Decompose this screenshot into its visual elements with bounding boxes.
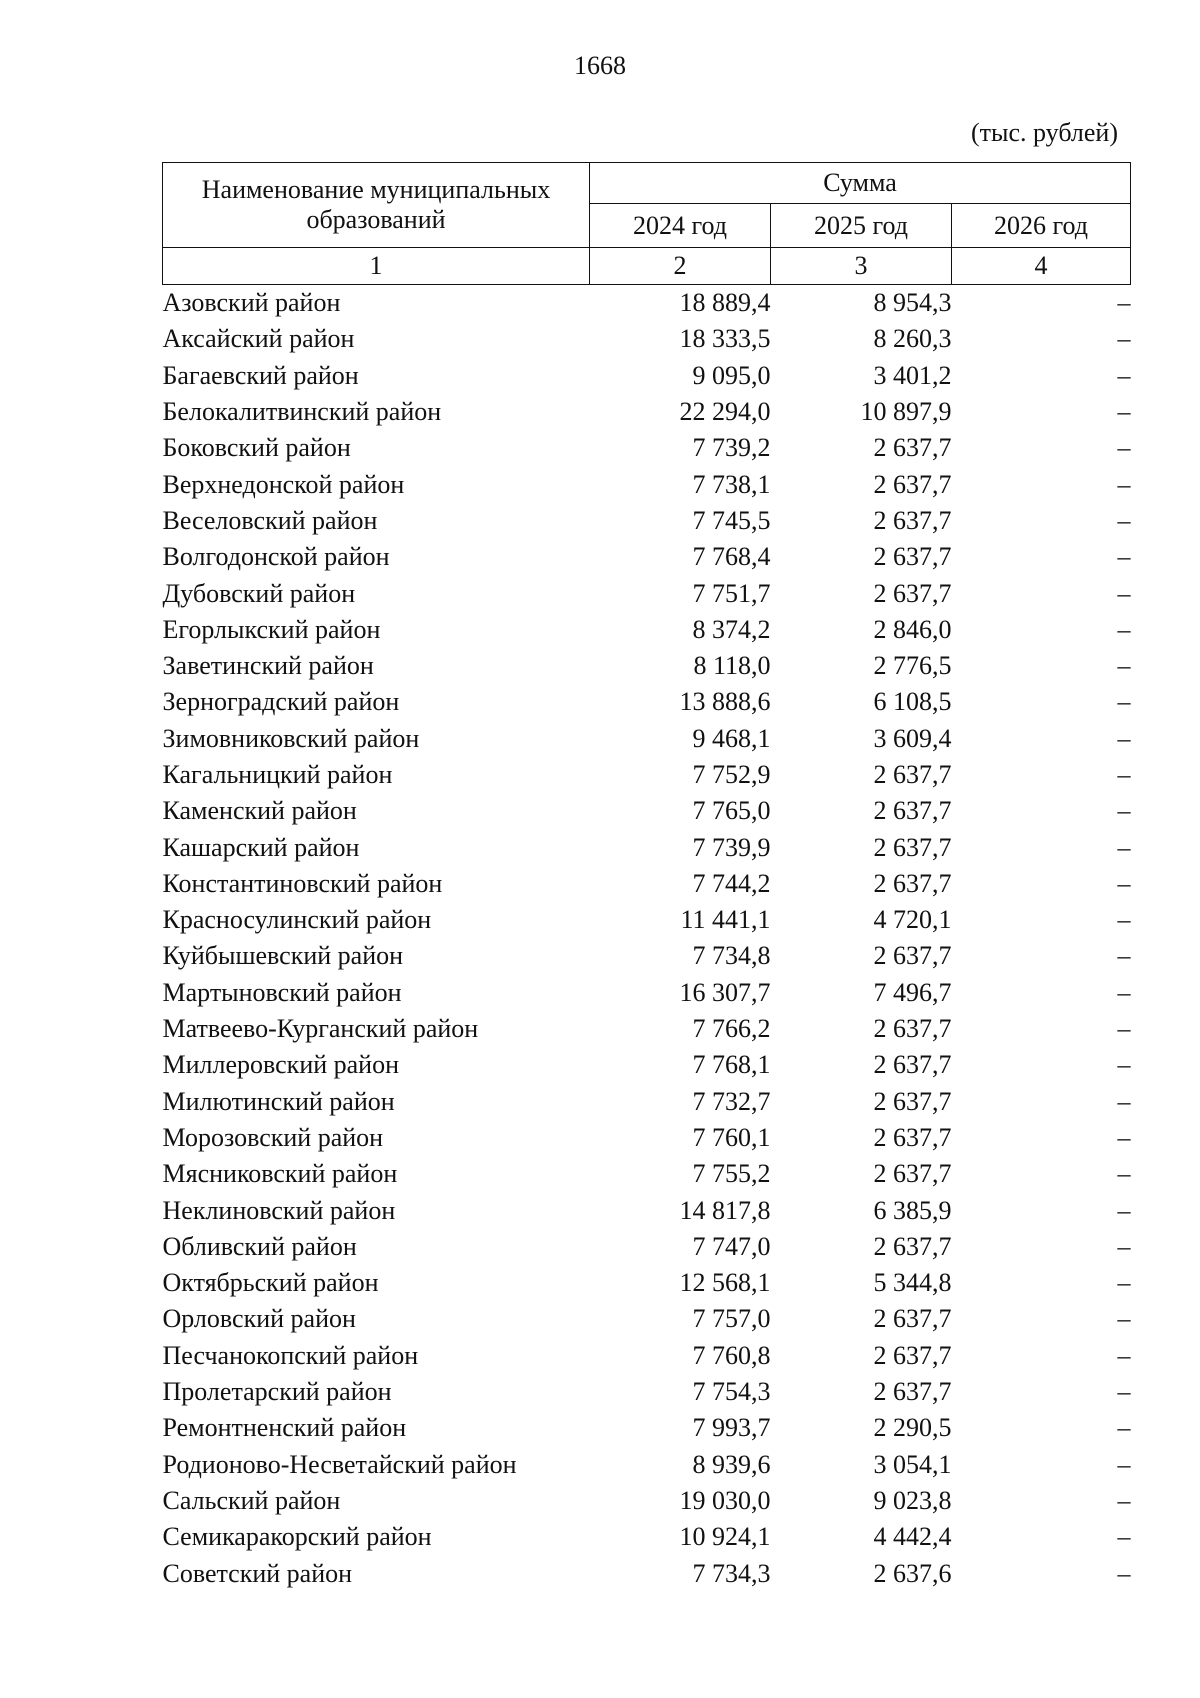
value-2024: 12 568,1 — [679, 1268, 771, 1298]
municipality-name: Дубовский район — [162, 578, 356, 608]
table-row — [163, 1156, 1131, 1192]
table-row — [163, 1120, 1131, 1156]
value-2025: 2 776,5 — [873, 651, 952, 681]
value-2025: 3 054,1 — [873, 1449, 952, 1479]
value-2025: 2 637,7 — [873, 1231, 952, 1261]
value-2025: 2 637,7 — [873, 868, 952, 898]
table-row — [163, 1047, 1131, 1083]
value-2024: 13 888,6 — [679, 687, 771, 717]
value-2026: – — [1117, 1485, 1131, 1515]
value-2026: – — [1117, 977, 1131, 1007]
value-2024: 7 745,5 — [692, 505, 771, 535]
value-2024: 7 755,2 — [692, 1159, 771, 1189]
value-2024: 18 333,5 — [679, 324, 771, 354]
value-2024: 8 374,2 — [692, 614, 771, 644]
value-2026: – — [1117, 723, 1131, 753]
table-row — [163, 503, 1131, 539]
value-2024: 18 889,4 — [679, 288, 771, 318]
value-2024: 7 744,2 — [692, 868, 771, 898]
table-row — [163, 1410, 1131, 1446]
value-2025: 2 637,7 — [873, 469, 952, 499]
municipality-name: Кагальницкий район — [162, 760, 393, 789]
table-row — [163, 793, 1131, 829]
table-row — [163, 1519, 1131, 1555]
table-row — [163, 1374, 1131, 1410]
value-2024: 7 754,3 — [692, 1377, 771, 1407]
value-2025: 2 637,7 — [873, 1159, 952, 1189]
units-label: (тыс. рублей) — [970, 118, 1118, 147]
value-2024: 7 765,0 — [692, 796, 771, 826]
value-2025: 2 637,7 — [873, 433, 952, 463]
table-row — [163, 1301, 1131, 1337]
value-2025: 2 637,7 — [873, 1014, 952, 1044]
value-2024: 7 766,2 — [692, 1014, 771, 1044]
value-2024: 7 757,0 — [692, 1304, 771, 1334]
value-2024: 8 118,0 — [693, 651, 771, 681]
table-header — [163, 163, 1131, 285]
municipality-name: Егорлыкский район — [162, 614, 381, 644]
column-number-1: 1 — [163, 248, 590, 285]
value-2025: 2 637,7 — [873, 1377, 952, 1407]
municipality-name: Советский район — [162, 1558, 353, 1588]
value-2025: 3 609,4 — [873, 723, 952, 753]
value-2026: – — [1117, 1268, 1131, 1298]
value-2025: 2 637,7 — [873, 1050, 952, 1080]
value-2026: – — [1117, 1014, 1131, 1044]
municipality-name: Каменский район — [162, 796, 357, 826]
municipality-name: Мартыновский район — [162, 977, 402, 1007]
value-2024: 10 924,1 — [679, 1522, 771, 1552]
municipality-name: Пролетарский район — [162, 1377, 392, 1407]
municipality-name: Верхнедонской район — [162, 469, 405, 499]
table-row — [163, 975, 1131, 1011]
table-row — [163, 866, 1131, 902]
table-row — [163, 1192, 1131, 1228]
municipality-name: Куйбышевский район — [162, 941, 404, 971]
value-2025: 2 637,6 — [873, 1558, 952, 1588]
table-row — [163, 1555, 1131, 1591]
municipality-name: Константиновский район — [162, 868, 443, 898]
municipality-name: Родионово-Несветайский район — [162, 1449, 517, 1479]
value-2024: 19 030,0 — [679, 1485, 771, 1515]
value-2024: 7 760,1 — [692, 1122, 771, 1152]
value-2026: – — [1117, 1522, 1131, 1552]
value-2026: – — [1117, 1231, 1131, 1261]
value-2024: 7 738,1 — [692, 469, 771, 499]
column-number-2: 2 — [590, 248, 771, 285]
table-row — [163, 1011, 1131, 1047]
column-number-4: 4 — [952, 248, 1131, 285]
value-2026: – — [1117, 614, 1131, 644]
municipality-name: Морозовский район — [162, 1122, 384, 1152]
value-2025: 9 023,8 — [873, 1485, 952, 1515]
value-2024: 7 734,8 — [692, 941, 771, 971]
table-row — [163, 1338, 1131, 1374]
value-2025: 8 260,3 — [873, 324, 952, 354]
value-2026: – — [1117, 1340, 1131, 1370]
value-2026: – — [1117, 1122, 1131, 1152]
table-row — [163, 575, 1131, 611]
table-row — [163, 539, 1131, 575]
value-2026: – — [1117, 1413, 1131, 1443]
value-2024: 22 294,0 — [679, 397, 771, 427]
value-2026: – — [1117, 1195, 1131, 1225]
value-2025: 2 637,7 — [873, 1122, 952, 1152]
municipal-budget-table — [162, 162, 1131, 1592]
value-2026: – — [1117, 288, 1131, 318]
column-header-2026: 2026 год — [952, 204, 1131, 248]
municipality-name: Багаевский район — [162, 360, 359, 390]
table-row — [163, 684, 1131, 720]
value-2025: 6 108,5 — [873, 687, 952, 717]
value-2024: 9 468,1 — [692, 723, 771, 753]
municipality-name: Аксайский район — [162, 324, 355, 354]
value-2026: – — [1117, 760, 1131, 789]
table-row — [163, 321, 1131, 357]
value-2024: 7 734,3 — [692, 1558, 771, 1588]
value-2024: 9 095,0 — [692, 360, 771, 390]
municipality-name: Неклиновский район — [162, 1195, 396, 1225]
value-2025: 2 637,7 — [873, 1340, 952, 1370]
value-2026: – — [1117, 941, 1131, 971]
value-2025: 7 496,7 — [873, 977, 952, 1007]
municipality-name: Зимовниковский район — [162, 723, 420, 753]
value-2025: 2 637,7 — [873, 760, 952, 789]
municipality-name: Боковский район — [162, 433, 351, 463]
value-2026: – — [1117, 1159, 1131, 1189]
municipality-name: Орловский район — [162, 1304, 356, 1334]
value-2026: – — [1117, 324, 1131, 354]
table-row — [163, 1447, 1131, 1483]
value-2026: – — [1117, 505, 1131, 535]
table-row — [163, 394, 1131, 430]
value-2025: 6 385,9 — [873, 1195, 952, 1225]
column-header-2025: 2025 год — [771, 204, 952, 248]
value-2026: – — [1117, 905, 1131, 935]
value-2025: 2 637,7 — [873, 1086, 952, 1116]
value-2024: 14 817,8 — [679, 1195, 771, 1225]
value-2025: 2 637,7 — [873, 941, 952, 971]
value-2024: 7 747,0 — [692, 1231, 771, 1261]
value-2025: 2 637,7 — [873, 796, 952, 826]
municipality-name: Обливский район — [162, 1231, 357, 1261]
municipality-name: Заветинский район — [162, 651, 374, 681]
value-2026: – — [1117, 397, 1131, 427]
table-body — [163, 285, 1131, 1592]
municipality-name: Азовский район — [162, 288, 341, 318]
value-2026: – — [1117, 360, 1131, 390]
column-header-sum: Сумма — [590, 163, 1131, 204]
table-row — [163, 1265, 1131, 1301]
value-2026: – — [1117, 433, 1131, 463]
value-2025: 4 442,4 — [873, 1522, 952, 1552]
value-2026: – — [1117, 469, 1131, 499]
table-row — [163, 938, 1131, 974]
value-2025: 3 401,2 — [873, 360, 952, 390]
value-2026: – — [1117, 1304, 1131, 1334]
page-number: 1668 — [574, 51, 626, 80]
table-row — [163, 358, 1131, 394]
municipality-name: Веселовский район — [162, 505, 378, 535]
table-row — [163, 430, 1131, 466]
table-row — [163, 902, 1131, 938]
municipality-name: Миллеровский район — [162, 1050, 400, 1080]
value-2024: 7 752,9 — [692, 760, 771, 789]
value-2024: 11 441,1 — [680, 905, 771, 935]
value-2024: 7 732,7 — [692, 1086, 771, 1116]
value-2026: – — [1117, 578, 1131, 608]
table-row — [163, 1483, 1131, 1519]
column-header-2024: 2024 год — [590, 204, 771, 248]
value-2024: 7 760,8 — [692, 1340, 771, 1370]
value-2026: – — [1117, 796, 1131, 826]
value-2025: 2 637,7 — [873, 832, 952, 862]
value-2024: 7 768,1 — [692, 1050, 771, 1080]
table-row — [163, 648, 1131, 684]
column-header-name: Наименование муниципальных образований — [163, 163, 590, 248]
value-2025: 5 344,8 — [873, 1268, 952, 1298]
value-2025: 4 720,1 — [873, 905, 952, 935]
value-2026: – — [1117, 832, 1131, 862]
municipality-name: Волгодонской район — [162, 542, 390, 572]
table-row — [163, 1229, 1131, 1265]
value-2025: 10 897,9 — [860, 397, 952, 427]
table-row — [163, 466, 1131, 502]
value-2026: – — [1117, 1086, 1131, 1116]
value-2026: – — [1117, 542, 1131, 572]
municipality-name: Песчанокопский район — [162, 1340, 419, 1370]
table-row — [163, 757, 1131, 793]
value-2024: 8 939,6 — [692, 1449, 771, 1479]
value-2026: – — [1117, 1050, 1131, 1080]
municipality-name: Белокалитвинский район — [162, 397, 442, 427]
municipality-name: Кашарский район — [162, 832, 360, 862]
table-row — [163, 721, 1131, 757]
value-2025: 2 846,0 — [873, 614, 952, 644]
value-2026: – — [1117, 1449, 1131, 1479]
value-2024: 7 768,4 — [692, 542, 771, 572]
table-row — [163, 1084, 1131, 1120]
value-2025: 8 954,3 — [873, 288, 952, 318]
table-row — [163, 612, 1131, 648]
municipality-name: Милютинский район — [162, 1086, 395, 1116]
municipality-name: Матвеево-Курганский район — [162, 1014, 479, 1044]
value-2025: 2 637,7 — [873, 578, 952, 608]
municipality-name: Мясниковский район — [162, 1159, 398, 1189]
municipality-name: Семикаракорский район — [162, 1522, 432, 1552]
value-2025: 2 637,7 — [873, 1304, 952, 1334]
value-2024: 7 739,2 — [692, 433, 771, 463]
value-2025: 2 290,5 — [873, 1413, 952, 1443]
value-2024: 16 307,7 — [679, 977, 771, 1007]
value-2024: 7 739,9 — [692, 832, 771, 862]
municipality-name: Зерноградский район — [162, 687, 400, 717]
municipality-name: Октябрьский район — [162, 1268, 379, 1298]
value-2025: 2 637,7 — [873, 505, 952, 535]
value-2026: – — [1117, 687, 1131, 717]
value-2024: 7 993,7 — [692, 1413, 771, 1443]
value-2026: – — [1117, 651, 1131, 681]
value-2026: – — [1117, 1377, 1131, 1407]
municipality-name: Ремонтненский район — [162, 1413, 407, 1443]
value-2025: 2 637,7 — [873, 542, 952, 572]
table-row — [163, 285, 1131, 322]
column-number-3: 3 — [771, 248, 952, 285]
municipality-name: Сальский район — [162, 1485, 341, 1515]
municipality-name: Красносулинский район — [162, 905, 432, 935]
table-row — [163, 829, 1131, 865]
value-2026: – — [1117, 868, 1131, 898]
value-2026: – — [1117, 1558, 1131, 1588]
value-2024: 7 751,7 — [692, 578, 771, 608]
